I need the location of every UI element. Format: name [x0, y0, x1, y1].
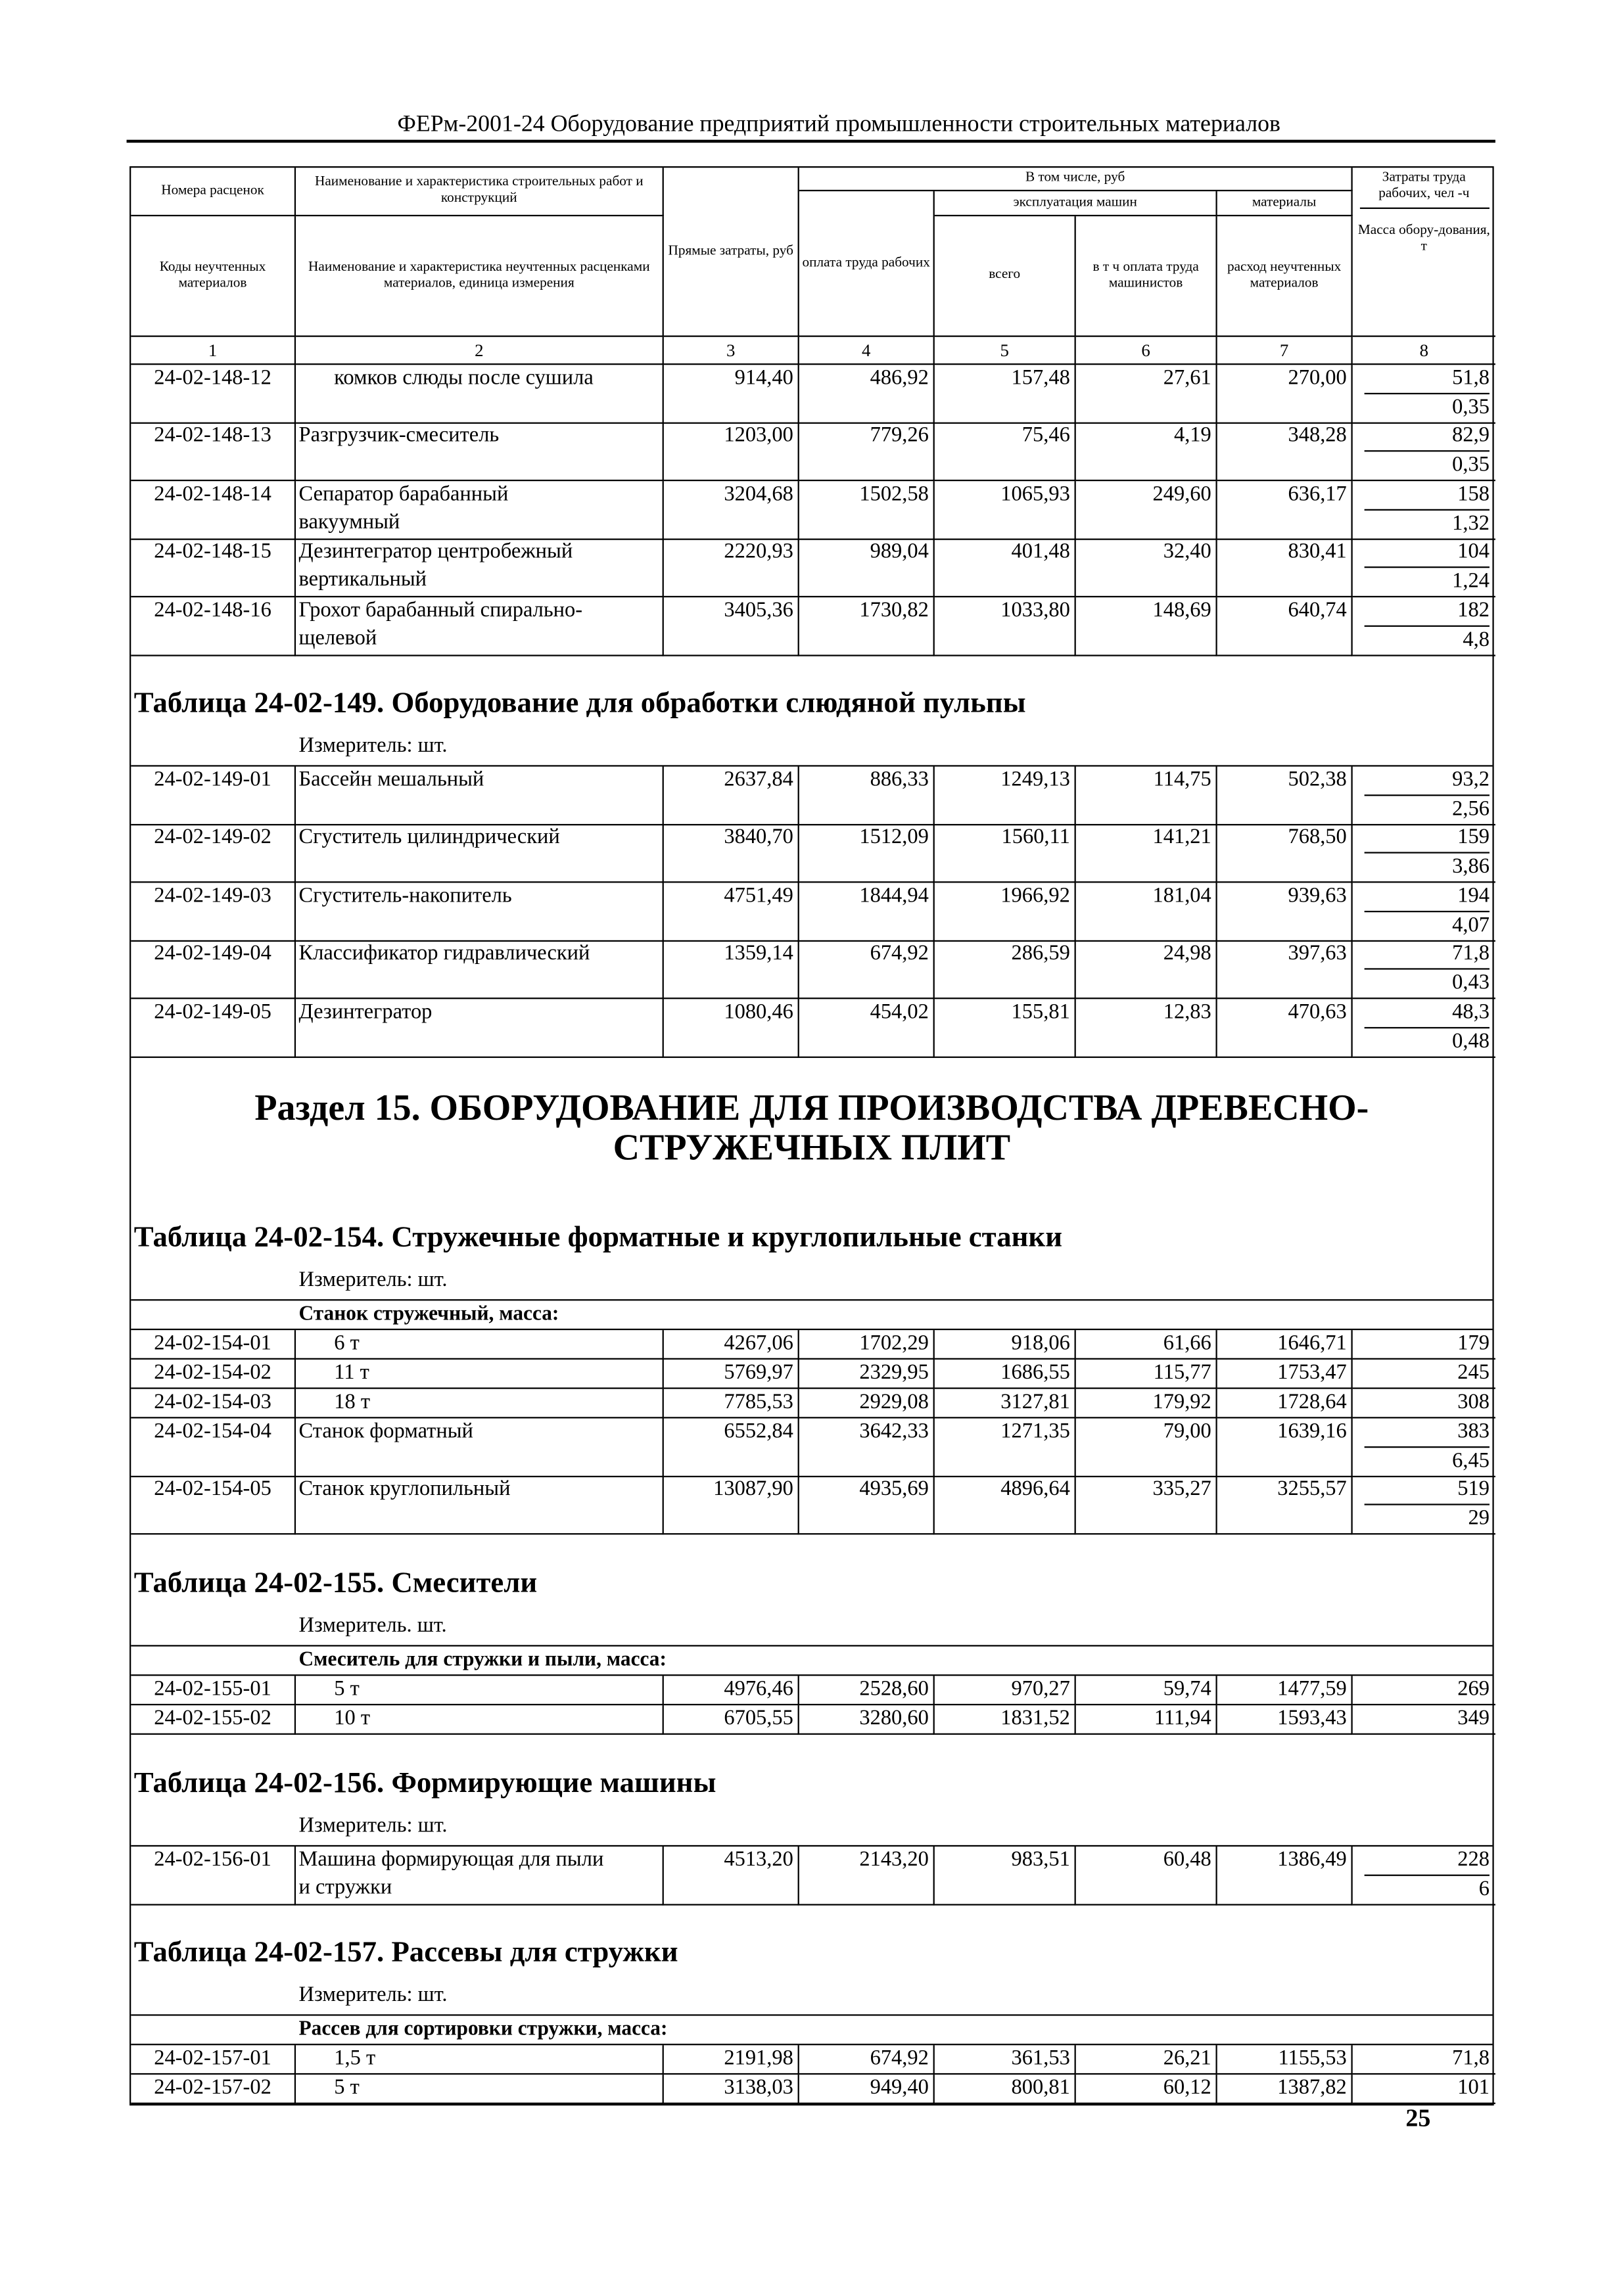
cost-c5: 918,06 [935, 1330, 1076, 1360]
labor-cell [1353, 597, 1495, 656]
cost-c5: 155,81 [935, 998, 1076, 1057]
col1-bottom-header: Коды неучтенных материалов [131, 216, 296, 337]
column-number: 6 [1076, 337, 1217, 365]
labor-cell [1353, 481, 1495, 540]
cost-c4: 2528,60 [799, 1676, 935, 1705]
cost-c6: 335,27 [1076, 1476, 1217, 1535]
rate-code: 24-02-148-12 [131, 365, 296, 424]
item-name: Классификатор гидравлический [296, 940, 664, 999]
cost-c5: 3127,81 [935, 1389, 1076, 1419]
labor-value: 349 [1457, 1706, 1490, 1730]
mass-value: 2,56 [1452, 797, 1490, 821]
cost-c3: 6705,55 [664, 1705, 799, 1734]
cost-c6: 141,21 [1076, 825, 1217, 884]
labor-value: 182 [1365, 597, 1490, 626]
col8-top-header: Затраты труда рабочих, чел -ч [1359, 171, 1489, 209]
cost-c6: 26,21 [1076, 2046, 1217, 2075]
cost-c6: 114,75 [1076, 766, 1217, 825]
mass-value: 3,86 [1452, 855, 1490, 879]
table-title-block [131, 1534, 1492, 1646]
table-row [131, 365, 1492, 423]
cost-c7: 1728,64 [1217, 1389, 1353, 1419]
cost-c3: 4513,20 [664, 1846, 799, 1905]
item-name: Дезинтегратор [296, 998, 664, 1057]
rate-code: 24-02-154-05 [131, 1476, 296, 1535]
col2-top-header: Наименование и характеристика строительных работ и конструкций [296, 168, 664, 216]
cost-c5: 1560,11 [935, 825, 1076, 884]
rate-code: 24-02-155-01 [131, 1676, 296, 1705]
cost-c5: 1033,80 [935, 597, 1076, 656]
col6-header: в т ч оплата труда машинистов [1076, 216, 1217, 337]
cost-c7: 640,74 [1217, 597, 1353, 656]
labor-value: 519 [1365, 1476, 1490, 1505]
cost-c6: 111,94 [1076, 1705, 1217, 1734]
item-name: 5 т [296, 1676, 664, 1705]
table-title: Таблица 24-02-156. Формирующие машины [133, 1766, 716, 1799]
section-heading: Раздел 15. ОБОРУДОВАНИЕ ДЛЯ ПРОИЗВОДСТВА ДРЕВЕСНО- СТРУЖЕЧНЫХ ПЛИТ [254, 1088, 1369, 1168]
rate-code: 24-02-149-02 [131, 825, 296, 884]
item-name: Станок круглопильный [296, 1476, 664, 1535]
cost-c6: 60,48 [1076, 1846, 1217, 1905]
item-name: Станок форматный [296, 1418, 664, 1477]
column-number: 1 [131, 337, 296, 365]
labor-value: 93,2 [1365, 766, 1490, 796]
item-name: комков слюды после сушила [296, 365, 664, 424]
cost-c3: 7785,53 [664, 1389, 799, 1419]
cost-c3: 3204,68 [664, 481, 799, 540]
mass-value: 29 [1468, 1507, 1490, 1531]
cost-c6: 179,92 [1076, 1389, 1217, 1419]
column-numbers-row [131, 337, 1492, 365]
table-title-block [131, 1734, 1492, 1846]
cost-c7: 470,63 [1217, 998, 1353, 1057]
labor-value: 158 [1365, 481, 1490, 511]
cost-c7: 270,00 [1217, 365, 1353, 424]
table-row [131, 1330, 1492, 1360]
cost-c4: 3642,33 [799, 1418, 935, 1477]
cost-c5: 401,48 [935, 539, 1076, 598]
rate-code: 24-02-149-04 [131, 940, 296, 999]
cost-c7: 830,41 [1217, 539, 1353, 598]
cost-c7: 1386,49 [1217, 1846, 1353, 1905]
rates-table [129, 166, 1494, 2105]
labor-cell [1353, 998, 1495, 1057]
cost-c3: 3138,03 [664, 2075, 799, 2104]
mass-value: 4,8 [1463, 628, 1490, 651]
rate-code: 24-02-148-16 [131, 597, 296, 656]
table-row [131, 1676, 1492, 1705]
cost-c6: 24,98 [1076, 940, 1217, 999]
mass-value: 0,43 [1452, 971, 1490, 995]
table-row [131, 539, 1492, 597]
table-body [131, 365, 1492, 2104]
cost-c6: 12,83 [1076, 998, 1217, 1057]
group-subheader: Станок стружечный, масса: [131, 1300, 1492, 1330]
labor-cell [1353, 1330, 1495, 1360]
table-row [131, 940, 1492, 998]
cost-c4: 454,02 [799, 998, 935, 1057]
cost-c5: 1271,35 [935, 1418, 1076, 1477]
labor-value: 228 [1365, 1846, 1490, 1875]
cost-c5: 1831,52 [935, 1705, 1076, 1734]
measure-unit: Измеритель. шт. [298, 1613, 447, 1638]
labor-value: 101 [1457, 2076, 1490, 2100]
cost-c5: 75,46 [935, 423, 1076, 482]
cost-c5: 1966,92 [935, 883, 1076, 942]
table-row [131, 1360, 1492, 1389]
cost-c5: 1065,93 [935, 481, 1076, 540]
item-name: 6 т [296, 1330, 664, 1360]
cost-c6: 60,12 [1076, 2075, 1217, 2104]
labor-value: 51,8 [1365, 365, 1490, 394]
table-title-block [131, 654, 1492, 766]
labor-cell [1353, 766, 1495, 825]
table-row [131, 597, 1492, 654]
table-row [131, 998, 1492, 1056]
table-title: Таблица 24-02-155. Смесители [133, 1566, 538, 1599]
group-header: В том числе, руб [799, 168, 1353, 191]
labor-value: 308 [1457, 1390, 1490, 1414]
col7-header: расход неучтенных материалов [1217, 216, 1353, 337]
rate-code: 24-02-149-01 [131, 766, 296, 825]
rate-code: 24-02-154-04 [131, 1418, 296, 1477]
item-name: Грохот барабанный спирально- щелевой [296, 597, 664, 656]
cost-c5: 800,81 [935, 2075, 1076, 2104]
labor-value: 159 [1365, 825, 1490, 854]
cost-c5: 1249,13 [935, 766, 1076, 825]
col8-bottom-header: Масса обору-дования, т [1357, 223, 1490, 255]
labor-cell [1353, 365, 1495, 424]
item-name: 11 т [296, 1360, 664, 1389]
labor-cell [1353, 2075, 1495, 2104]
cost-c6: 61,66 [1076, 1330, 1217, 1360]
cost-c6: 181,04 [1076, 883, 1217, 942]
header-rule [127, 140, 1495, 143]
mass-value: 4,07 [1452, 913, 1490, 937]
cost-c3: 2637,84 [664, 766, 799, 825]
cost-c6: 148,69 [1076, 597, 1217, 656]
cost-c4: 1730,82 [799, 597, 935, 656]
table-title: Таблица 24-02-154. Стружечные форматные и круглопильные станки [133, 1221, 1063, 1254]
mass-value: 6 [1478, 1877, 1490, 1901]
cost-c7: 1593,43 [1217, 1705, 1353, 1734]
rate-code: 24-02-155-02 [131, 1705, 296, 1734]
labor-cell [1353, 1705, 1495, 1734]
labor-cell [1353, 940, 1495, 999]
cost-c7: 939,63 [1217, 883, 1353, 942]
labor-value: 194 [1365, 883, 1490, 912]
measure-unit: Измеритель: шт. [298, 734, 448, 758]
cost-c7: 397,63 [1217, 940, 1353, 999]
measure-unit: Измеритель: шт. [298, 1983, 448, 2008]
cost-c7: 1639,16 [1217, 1418, 1353, 1477]
cost-c3: 6552,84 [664, 1418, 799, 1477]
labor-value: 48,3 [1365, 998, 1490, 1028]
column-number: 2 [296, 337, 664, 365]
mass-value: 1,24 [1452, 569, 1490, 593]
cost-c3: 4267,06 [664, 1330, 799, 1360]
cost-c3: 1080,46 [664, 998, 799, 1057]
cost-c4: 779,26 [799, 423, 935, 482]
rate-code: 24-02-154-02 [131, 1360, 296, 1389]
table-title: Таблица 24-02-157. Рассевы для стружки [133, 1936, 678, 1969]
cost-c7: 348,28 [1217, 423, 1353, 482]
rate-code: 24-02-148-13 [131, 423, 296, 482]
cost-c4: 886,33 [799, 766, 935, 825]
rate-code: 24-02-154-01 [131, 1330, 296, 1360]
cost-c4: 2143,20 [799, 1846, 935, 1905]
labor-cell [1353, 1389, 1495, 1419]
cost-c7: 3255,57 [1217, 1476, 1353, 1535]
col8-header [1353, 168, 1495, 336]
machines-header: эксплуатация машин [935, 191, 1217, 216]
item-name: Разгрузчик-смеситель [296, 423, 664, 482]
rate-code: 24-02-149-05 [131, 998, 296, 1057]
cost-c3: 4751,49 [664, 883, 799, 942]
labor-cell [1353, 423, 1495, 482]
section-block [131, 1056, 1492, 1300]
table-row [131, 766, 1492, 824]
cost-c3: 1359,14 [664, 940, 799, 999]
page-number: 25 [1405, 2103, 1431, 2132]
item-name: Бассейн мешальный [296, 766, 664, 825]
table-row [131, 1476, 1492, 1534]
cost-c7: 1387,82 [1217, 2075, 1353, 2104]
labor-value: 179 [1457, 1331, 1490, 1356]
column-number: 3 [664, 337, 799, 365]
cost-c7: 1155,53 [1217, 2046, 1353, 2075]
cost-c3: 4976,46 [664, 1676, 799, 1705]
item-name: Машина формирующая для пыли и стружки [296, 1846, 664, 1905]
item-name: 5 т [296, 2075, 664, 2104]
materials-header: материалы [1217, 191, 1353, 216]
labor-cell [1353, 1418, 1495, 1477]
rate-code: 24-02-148-15 [131, 539, 296, 598]
column-number: 7 [1217, 337, 1353, 365]
column-number: 5 [935, 337, 1076, 365]
cost-c6: 79,00 [1076, 1418, 1217, 1477]
item-name: Дезинтегратор центробежный вертикальный [296, 539, 664, 598]
cost-c5: 983,51 [935, 1846, 1076, 1905]
item-name: Сгуститель цилиндрический [296, 825, 664, 884]
cost-c5: 157,48 [935, 365, 1076, 424]
mass-value: 0,48 [1452, 1029, 1490, 1053]
cost-c7: 636,17 [1217, 481, 1353, 540]
rate-code: 24-02-157-02 [131, 2075, 296, 2104]
table-header [131, 168, 1492, 336]
cost-c5: 286,59 [935, 940, 1076, 999]
cost-c5: 1686,55 [935, 1360, 1076, 1389]
table-row [131, 1418, 1492, 1476]
mass-value: 0,35 [1452, 396, 1490, 420]
measure-unit: Измеритель: шт. [298, 1268, 448, 1292]
measure-unit: Измеритель: шт. [298, 1814, 448, 1837]
labor-value: 71,8 [1452, 2046, 1490, 2071]
cost-c4: 2929,08 [799, 1389, 935, 1419]
item-name: 10 т [296, 1705, 664, 1734]
group-subheader: Смеситель для стружки и пыли, масса: [131, 1646, 1492, 1676]
cost-c6: 32,40 [1076, 539, 1217, 598]
table-row [131, 1705, 1492, 1734]
rate-code: 24-02-157-01 [131, 2046, 296, 2075]
cost-c4: 674,92 [799, 2046, 935, 2075]
cost-c4: 1844,94 [799, 883, 935, 942]
cost-c4: 486,92 [799, 365, 935, 424]
item-name: Сепаратор барабанный вакуумный [296, 481, 664, 540]
cost-c7: 1753,47 [1217, 1360, 1353, 1389]
mass-value: 6,45 [1452, 1449, 1490, 1473]
table-row [131, 1846, 1492, 1904]
cost-c5: 4896,64 [935, 1476, 1076, 1535]
cost-c6: 249,60 [1076, 481, 1217, 540]
col3-header: Прямые затраты, руб [664, 168, 799, 336]
labor-value: 269 [1457, 1676, 1490, 1701]
cost-c3: 3840,70 [664, 825, 799, 884]
mass-value: 1,32 [1452, 511, 1490, 536]
running-header: ФЕРм-2001-24 Оборудование предприятий промышленности строительных материалов [397, 112, 1280, 137]
column-number: 8 [1353, 337, 1495, 365]
labor-value: 245 [1457, 1360, 1490, 1385]
cost-c6: 27,61 [1076, 365, 1217, 424]
cost-c3: 2220,93 [664, 539, 799, 598]
col2-bottom-header: Наименование и характеристика неучтенных расценками материалов, единица измерения [296, 216, 664, 337]
labor-cell [1353, 825, 1495, 884]
cost-c7: 1646,71 [1217, 1330, 1353, 1360]
item-name: 1,5 т [296, 2046, 664, 2075]
cost-c3: 13087,90 [664, 1476, 799, 1535]
cost-c6: 59,74 [1076, 1676, 1217, 1705]
cost-c4: 1702,29 [799, 1330, 935, 1360]
cost-c3: 2191,98 [664, 2046, 799, 2075]
labor-value: 383 [1365, 1418, 1490, 1448]
table-row [131, 481, 1492, 539]
cost-c4: 949,40 [799, 2075, 935, 2104]
cost-c4: 4935,69 [799, 1476, 935, 1535]
labor-cell [1353, 1846, 1495, 1905]
table-row [131, 1389, 1492, 1419]
mass-value: 0,35 [1452, 453, 1490, 478]
labor-value: 104 [1365, 539, 1490, 568]
cost-c4: 989,04 [799, 539, 935, 598]
cost-c3: 1203,00 [664, 423, 799, 482]
cost-c3: 3405,36 [664, 597, 799, 656]
rate-code: 24-02-149-03 [131, 883, 296, 942]
cost-c3: 5769,97 [664, 1360, 799, 1389]
col4-header: оплата труда рабочих [799, 191, 935, 337]
labor-cell [1353, 1676, 1495, 1705]
labor-cell [1353, 2046, 1495, 2075]
group-subheader: Рассев для сортировки стружки, масса: [131, 2016, 1492, 2046]
item-name: Сгуститель-накопитель [296, 883, 664, 942]
cost-c4: 1512,09 [799, 825, 935, 884]
table-title-block [131, 1904, 1492, 2016]
labor-cell [1353, 1476, 1495, 1535]
cost-c4: 2329,95 [799, 1360, 935, 1389]
table-title: Таблица 24-02-149. Оборудование для обработки слюдяной пульпы [133, 687, 1026, 720]
col1-top-header: Номера расценок [131, 168, 296, 216]
cost-c6: 4,19 [1076, 423, 1217, 482]
cost-c4: 1502,58 [799, 481, 935, 540]
rate-code: 24-02-156-01 [131, 1846, 296, 1905]
table-row [131, 2046, 1492, 2075]
col5-header: всего [935, 216, 1076, 337]
cost-c5: 970,27 [935, 1676, 1076, 1705]
cost-c6: 115,77 [1076, 1360, 1217, 1389]
labor-cell [1353, 883, 1495, 942]
cost-c4: 674,92 [799, 940, 935, 999]
rate-code: 24-02-154-03 [131, 1389, 296, 1419]
cost-c3: 914,40 [664, 365, 799, 424]
cost-c4: 3280,60 [799, 1705, 935, 1734]
item-name: 18 т [296, 1389, 664, 1419]
cost-c7: 1477,59 [1217, 1676, 1353, 1705]
cost-c7: 502,38 [1217, 766, 1353, 825]
labor-value: 82,9 [1365, 423, 1490, 452]
labor-cell [1353, 539, 1495, 598]
column-number: 4 [799, 337, 935, 365]
labor-cell [1353, 1360, 1495, 1389]
table-row [131, 825, 1492, 883]
cost-c7: 768,50 [1217, 825, 1353, 884]
cost-c5: 361,53 [935, 2046, 1076, 2075]
table-row [131, 883, 1492, 940]
labor-value: 71,8 [1365, 940, 1490, 970]
table-row [131, 2075, 1492, 2104]
rate-code: 24-02-148-14 [131, 481, 296, 540]
table-row [131, 423, 1492, 480]
